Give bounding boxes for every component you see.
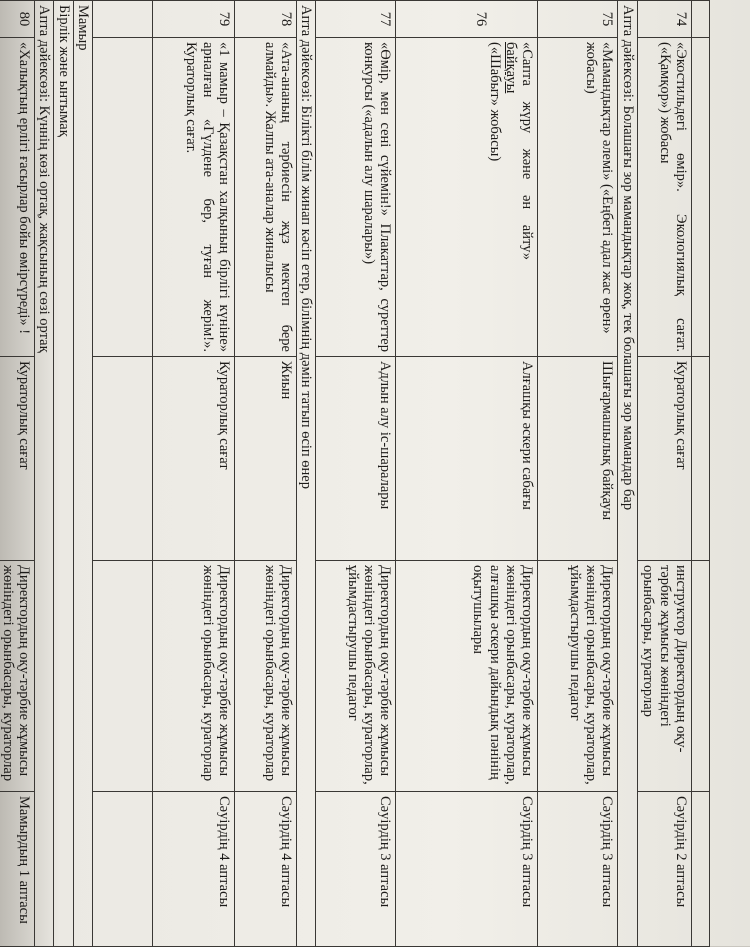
row-number: 76 (396, 1, 538, 38)
event-name: «Мамандықтар әлемі» («Еңбегі адал жас өрен» жобасы) (538, 38, 618, 357)
week-quote-row (35, 1, 54, 947)
month-row (73, 1, 92, 947)
event-date: Сәуірдің 3 аптасы (316, 792, 396, 947)
table-row-78 (235, 1, 297, 947)
event-form: Шығармашылық байқауы (538, 357, 618, 561)
week-quote-row (618, 1, 637, 947)
responsible: Директордың оқу-тәрбие жұмысы жөніндегі орынбасары, кураторлар, алғашқы әскери дайындық пәнінің оқытушылары (396, 561, 538, 792)
row-number: 75 (538, 1, 618, 38)
event-name-line: «Сапта жүру және ән айту» (519, 42, 536, 260)
week-quote-row (297, 1, 316, 947)
row-number: 79 (153, 1, 235, 38)
event-form: Жиын (235, 357, 297, 561)
event-date: Мамырдың 1 аптасы (0, 792, 35, 947)
row-number: 77 (316, 1, 396, 38)
event-name: «Өмір, мен сені сүйемін!» Плакаттар, суреттер конкурсы («адалын алу шаралары») (316, 38, 396, 357)
responsible: инструктор Директордың оқу-тәрбие жұмысы жөніндегі орынбасары, кураторлар (637, 561, 691, 792)
month-title: Мамыр (73, 1, 92, 947)
week-quote: Апта дәйексөзі: Білікті білім жинап кәсіп етер, білімнің дәмін татып өсіп өнер (297, 1, 316, 947)
theme-row (54, 1, 73, 947)
event-date: Сәуірдің 3 аптасы (538, 792, 618, 947)
table-row (692, 1, 710, 947)
responsible: Директордың оқу-тәрбие жұмысы жөніндегі орынбасары, кураторлар, ұйымдастырушы педагог (538, 561, 618, 792)
event-name-line: («Шабыт» жобасы) (486, 42, 503, 162)
event-name-line: байқауы (503, 42, 520, 94)
event-form: Кураторлық сағат (637, 357, 691, 561)
responsible: Директордың оқу-тәрбие жұмысы жөніндегі орынбасары, кураторлар (0, 561, 35, 792)
table-row-empty (93, 1, 153, 947)
event-form: Адлын алу іс-шаралары (316, 357, 396, 561)
event-form: Кураторлық сағат (153, 357, 235, 561)
event-date: Сәуірдің 4 аптасы (235, 792, 297, 947)
row-number: 78 (235, 1, 297, 38)
month-theme: Бірлік және ынтымақ (54, 1, 73, 947)
week-quote: Апта дәйексөзі: Күннің көзі ортақ, жақсының сөзі ортақ (35, 1, 54, 947)
responsible: Директордың оқу-тәрбие жұмысы жөніндегі орынбасары, кураторлар, ұйымдастырушы педагог (316, 561, 396, 792)
row-number: 74 (637, 1, 691, 38)
event-date: Сәуірдің 3 аптасы (396, 792, 538, 947)
responsible: Директордың оқу-тәрбие жұмысы жөніндегі орынбасары, кураторлар (235, 561, 297, 792)
table-row-74 (637, 1, 691, 947)
table-row-80 (0, 1, 35, 947)
event-name (396, 38, 538, 357)
table-row-75 (538, 1, 618, 947)
responsible: Директордың оқу-тәрбие жұмысы жөніндегі орынбасары, кураторлар (153, 561, 235, 792)
table-row-76 (396, 1, 538, 947)
event-name: «1 мамыр – Қазақстан халқының бірлігі күніне» арналған «Гүлдене бер, туған жерім!». Кураторлық сағат. (153, 38, 235, 357)
table-row-77 (316, 1, 396, 947)
table-row-79 (153, 1, 235, 947)
event-name: «Экостильдегі өмір». Экологиялық сағат. («Қамқор») жобасы (637, 38, 691, 357)
week-quote: Апта дәйексөзі: Болашағы зор мамандықтар жоқ, тек болашағы зор мамандар бар (618, 1, 637, 947)
event-name: «Ата-ананың тәрбиесін жұз мектеп бере алмайды». Жалпы ата-аналар жиналысы (235, 38, 297, 357)
event-date: Сәуірдің 4 аптасы (153, 792, 235, 947)
event-form: Алғашқы әскери сабағы (396, 357, 538, 561)
event-form: Кураторлық сағат (0, 357, 35, 561)
event-date: Сәуірдің 2 аптасы (637, 792, 691, 947)
event-name: «Халықтың ерлігі ғасырлар бойы өмірсүреді» ! (0, 38, 35, 357)
row-number: 80 (0, 1, 35, 38)
